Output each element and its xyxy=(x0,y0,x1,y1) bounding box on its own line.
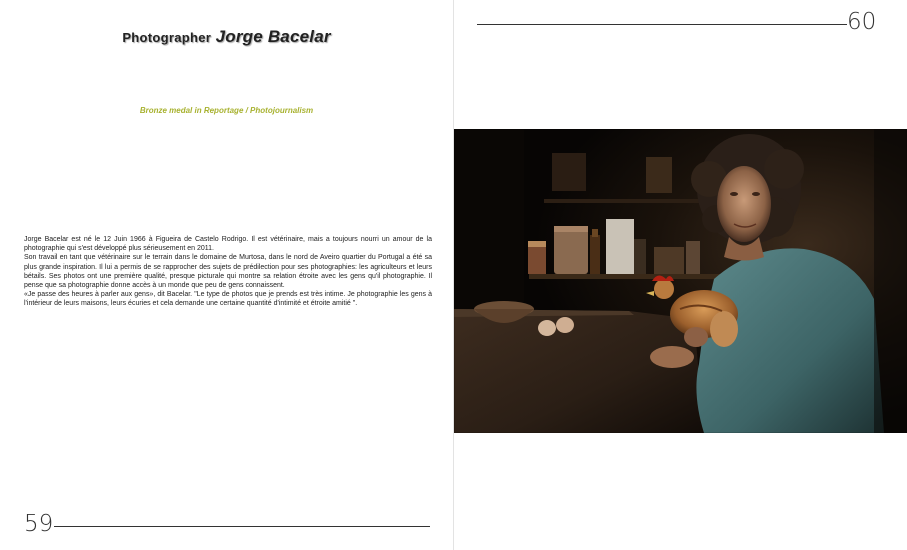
bio-paragraph: Jorge Bacelar est né le 12 Juin 1966 à Figueira de Castelo Rodrigo. Il est vétérinaire, mais a toujours nourri un amour de la photographie qui s'est développé plus sérieusement en 2011. xyxy=(24,236,432,253)
header-rule xyxy=(477,24,847,25)
page-title xyxy=(0,27,453,47)
biography xyxy=(24,235,432,309)
page-number-right: 60 xyxy=(847,9,877,35)
page-number-left: 59 xyxy=(24,511,54,537)
footer-rule xyxy=(54,526,430,527)
portrait-photo xyxy=(454,129,907,433)
title-role: Photographer xyxy=(122,30,212,45)
left-page xyxy=(0,0,453,550)
portrait-illustration xyxy=(454,129,907,433)
bio-paragraph: Son travail en tant que vétérinaire sur le terrain dans le domaine de Murtosa, dans le nord de Aveiro quartier du Portugal a été sa plus grande inspiration. Il lui a permis de se rapprocher des sujets de prédilection pour ses photographies: les agriculteurs et leurs bétails. Ses photos ont une première qualité, presque picturale qui montre sa relation étroite avec les gens qu'il photographie. Il pense que sa photographie donne accès à un monde que peu de gens connaissent. xyxy=(24,254,432,290)
bio-paragraph: «Je passe des heures à parler aux gens», dit Bacelar. "Le type de photos que je prends est très intime. Je photographie les gens à l'intérieur de leurs maisons, leurs écuries et cela demande une certaine quantité d'intimité et étroite amitié ". xyxy=(24,291,432,308)
award-caption: Bronze medal in Reportage / Photojournalism xyxy=(139,106,314,115)
photographer-name: Jorge Bacelar xyxy=(215,27,331,46)
